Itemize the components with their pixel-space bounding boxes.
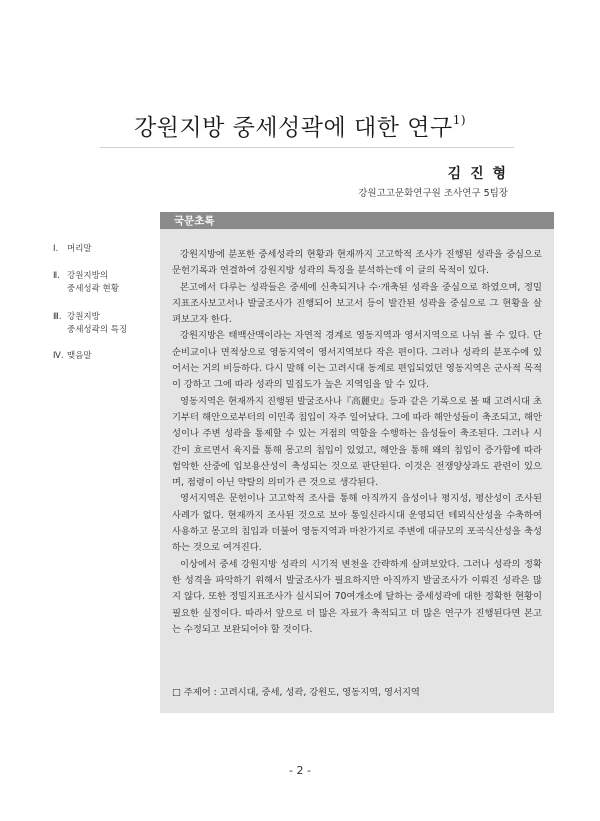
abstract-paragraph: 영동지역은 현재까지 진행된 발굴조사나『高麗史』등과 같은 기록으로 볼 때 고려시대 초기부터 해안으로부터의 이민족 침입이 자주 일어났다. 그에 따라 해안성들이 축조되고, 해안성이나 주변 성곽을 통제할 수 있는 거점의 역할을 수행하는 읍성들이 축조된다. 그러나 시간이 흐르면서 육지를 통해 몽고의 침입이 있었고, 해안을 통해 왜의 침입이 증가함에 따라 험악한 산중에 입보용산성이 축성되는 것으로 판단된다. 이것은 전쟁양상과도 관련이 있으며, 점령이 아닌 약탈의 의미가 큰 것으로 생각된다. <box>172 395 542 489</box>
toc-number: Ⅳ. <box>53 351 64 361</box>
toc-item-1[interactable] <box>53 243 92 256</box>
toc-label: 강원지방의 <box>67 271 109 281</box>
toc-number: Ⅱ. <box>53 271 60 281</box>
author-affiliation: 강원고고문화연구원 조사연구 5팀장 <box>358 188 508 199</box>
abstract-paragraph: 이상에서 중세 강원지방 성곽의 시기적 변천을 간략하게 살펴보았다. 그러나 성곽의 정확한 성격을 파악하기 위해서 발굴조사가 필요하지만 아직까지 발굴조사가 이뤄진 성곽은 많지 않다. 또한 정밀지표조사가 실시되어 70여개소에 달하는 중세성곽에 대한 정확한 현황이 필요한 실정이다. 따라서 앞으로 더 많은 자료가 축적되고 더 많은 연구가 진행된다면 본고는 수정되고 보완되어야 할 것이다. <box>172 558 542 635</box>
toc-item-3[interactable] <box>53 311 127 337</box>
keywords: □ 주제어 : 고려시대, 중세, 성곽, 강원도, 영동지역, 영서지역 <box>172 687 420 698</box>
page-number: - 2 - <box>289 764 311 777</box>
toc-label-continued: 중세성곽의 특징 <box>67 325 128 335</box>
toc-label: 강원지방 <box>67 312 100 322</box>
title-divider <box>100 147 514 148</box>
abstract-body <box>172 247 542 638</box>
abstract-header-label: 국문초록 <box>174 215 215 227</box>
toc-item-4[interactable] <box>53 350 92 363</box>
toc-number: Ⅲ. <box>53 312 62 322</box>
abstract-paragraph: 영서지역은 문헌이나 고고학적 조사를 통해 아직까지 읍성이나 평지성, 평산성이 조사된 사례가 없다. 현재까지 조사된 것으로 보아 통일신라시대 운영되던 테뫼식산성을 수축하여 사용하고 몽고의 침입과 더불어 영동지역과 마찬가지로 주변에 대규모의 포곡식산성을 축성하는 것으로 여겨진다. <box>172 493 542 554</box>
toc-label: 맺음말 <box>67 351 92 361</box>
abstract-paragraph: 강원지방에 분포한 중세성곽의 현황과 현재까지 고고학적 조사가 진행된 성곽을 중심으로 문헌기록과 연결하여 강원지방 성곽의 특징을 분석하는데 이 글의 목적이 있다. <box>172 249 542 277</box>
abstract-paragraph: 강원지방은 태백산맥이라는 자연적 경계로 영동지역과 영서지역으로 나뉘 볼 수 있다. 단순비교이나 면적상으로 영동지역이 영서지역보다 작은 편이다. 그러나 성곽의 분포수에 있어서는 거의 비등하다. 다시 말해 이는 고려시대 동계로 편입되었던 영동지역은 군사적 목적이 강하고 그에 따라 성곽의 밀집도가 높은 지역임을 알 수 있다. <box>172 330 542 391</box>
abstract-header <box>160 212 554 229</box>
toc-label-continued: 중세성곽 현황 <box>67 284 119 294</box>
title-footnote-marker[interactable]: 1) <box>452 113 467 128</box>
toc-number: Ⅰ. <box>53 244 59 254</box>
paper-title <box>0 109 600 142</box>
title-text: 강원지방 중세성곽에 대한 연구 <box>133 115 453 141</box>
abstract-paragraph: 본고에서 다루는 성곽들은 중세에 신축되거나 수·개축된 성곽을 중심으로 하였으며, 정밀지표조사보고서나 발굴조사가 진행되어 보고서 등이 발간된 성곽을 중심으로 그 현황을 살펴보고자 한다. <box>172 281 542 326</box>
toc-label: 머리말 <box>67 244 92 254</box>
toc-item-2[interactable] <box>53 270 119 296</box>
author-name: 김 진 형 <box>447 166 508 182</box>
